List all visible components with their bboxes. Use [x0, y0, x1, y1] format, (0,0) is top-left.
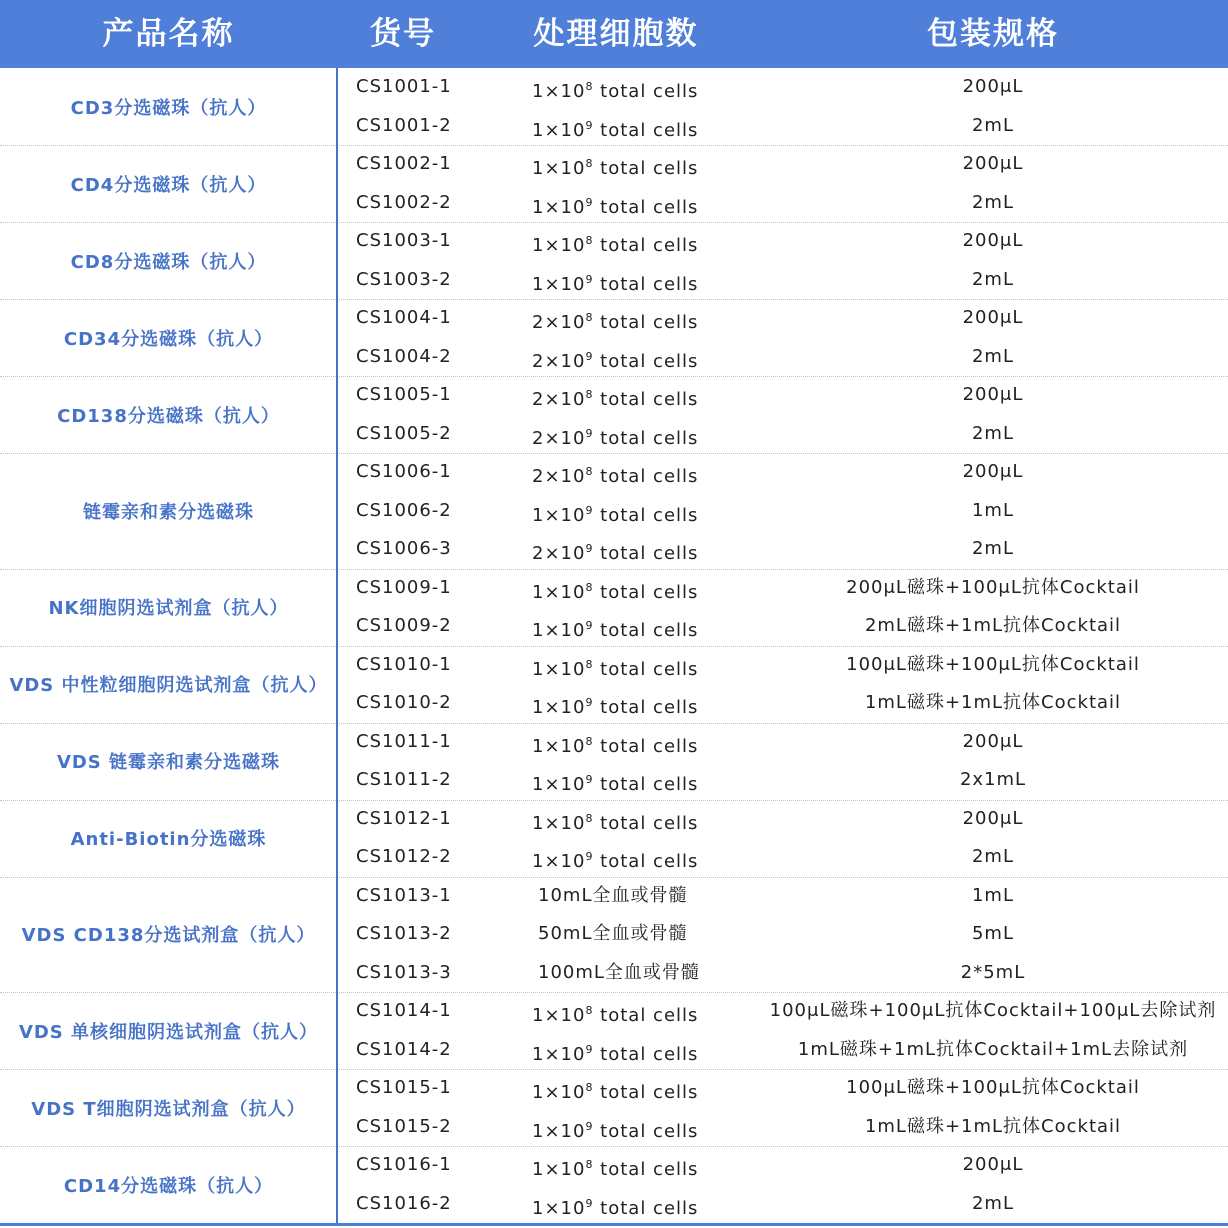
table-row	[338, 1146, 1228, 1185]
cell-count-exponent: 8	[585, 1004, 594, 1017]
cell-count-exponent: 9	[585, 773, 594, 786]
product-name	[0, 877, 337, 993]
sku-cell: CS1004-2	[356, 345, 452, 367]
package-cell: 200μL	[962, 730, 1024, 752]
product-name-text: 链霉亲和素分选磁珠	[83, 501, 254, 523]
cell-count-coefficient: 1×10	[532, 273, 586, 295]
package-cell: 2mL	[971, 538, 1014, 559]
product-group	[0, 222, 1228, 299]
cell-count-coefficient: 1×10	[532, 1005, 586, 1026]
cell-count-cell	[532, 761, 698, 800]
cell-count-cell	[532, 338, 698, 377]
package-cell: 2mL磁珠+1mL抗体Cocktail	[864, 615, 1122, 636]
product-group	[0, 1146, 1228, 1223]
table-row	[338, 68, 1228, 107]
product-group	[0, 453, 1228, 569]
cell-count-coefficient: 1×10	[532, 1197, 586, 1219]
cell-count-coefficient: 1×10	[532, 119, 586, 141]
cell-count-coefficient: 1×10	[532, 774, 586, 795]
cell-count-cell	[532, 1146, 698, 1185]
cell-count-cell	[532, 1185, 698, 1224]
cell-count-unit: total cells	[593, 851, 699, 872]
table-row	[338, 915, 1228, 954]
cell-count-coefficient: 1×10	[532, 158, 586, 179]
product-name-text: CD4分选磁珠（抗人）	[70, 174, 267, 196]
package-cell: 5mL	[971, 923, 1014, 944]
package-cell: 2mL	[971, 846, 1014, 867]
cell-count-unit: total cells	[593, 158, 699, 179]
cell-count-unit: total cells	[593, 389, 699, 410]
cell-count-coefficient: 1×10	[532, 504, 586, 526]
cell-count-unit: total cells	[593, 697, 699, 718]
cell-count-coefficient: 1×10	[532, 735, 586, 757]
table-row	[338, 222, 1228, 261]
cell-count-cell	[532, 800, 698, 839]
cell-count-unit: total cells	[593, 581, 699, 603]
package-cell: 200μL	[962, 307, 1024, 328]
table-row	[338, 723, 1228, 762]
package-cell: 100μL磁珠+100μL抗体Cocktail+100μL去除试剂	[769, 1000, 1217, 1021]
cell-count-exponent: 8	[585, 1081, 594, 1094]
cell-count-coefficient: 2×10	[532, 427, 586, 449]
package-cell: 100μL磁珠+100μL抗体Cocktail	[846, 1077, 1140, 1098]
product-name	[0, 1146, 337, 1223]
table-row	[338, 107, 1228, 146]
cell-count-exponent: 8	[585, 388, 594, 401]
cell-count-coefficient: 1×10	[532, 1043, 586, 1065]
cell-count-unit: total cells	[593, 1005, 699, 1026]
table-row	[338, 338, 1228, 377]
cell-count-coefficient: 2×10	[532, 389, 586, 410]
sku-cell: CS1002-1	[356, 153, 452, 174]
cell-count-cell	[532, 299, 698, 338]
product-name-text: CD8分选磁珠（抗人）	[70, 251, 267, 273]
package-cell: 200μL	[962, 230, 1024, 251]
product-name	[0, 222, 337, 299]
product-name-text: VDS CD138分选试剂盒（抗人）	[21, 925, 316, 947]
package-cell: 200μL	[962, 807, 1024, 829]
cell-count-unit: total cells	[593, 196, 699, 218]
cell-count-unit: total cells	[593, 1082, 699, 1103]
product-name	[0, 992, 337, 1069]
sku-cell: CS1013-2	[356, 923, 452, 944]
table-row	[338, 261, 1228, 300]
cell-count-cell	[532, 569, 698, 608]
cell-count-coefficient: 1×10	[532, 81, 586, 102]
cell-count-unit: total cells	[593, 312, 699, 333]
cell-count-unit: total cells	[593, 273, 699, 295]
cell-count-unit: total cells	[593, 504, 699, 526]
cell-count-cell	[532, 992, 698, 1031]
cell-count-coefficient: 1×10	[532, 1082, 586, 1103]
cell-count-coefficient: 2×10	[532, 312, 586, 333]
cell-count-coefficient: 1×10	[532, 581, 586, 603]
cell-count-unit: total cells	[593, 812, 699, 834]
sku-cell: CS1010-1	[356, 653, 452, 675]
product-name	[0, 800, 337, 877]
sku-cell: CS1005-1	[356, 384, 452, 405]
product-name-text: CD3分选磁珠（抗人）	[70, 97, 267, 119]
package-cell: 200μL	[962, 1154, 1024, 1175]
cell-count-exponent: 9	[585, 195, 594, 209]
cell-count-unit: total cells	[593, 620, 699, 641]
cell-count-cell	[538, 877, 687, 916]
table-row	[338, 992, 1228, 1031]
table-row	[338, 1185, 1228, 1224]
table-header	[0, 0, 1228, 68]
sku-cell: CS1010-2	[356, 692, 452, 713]
cell-count-exponent: 9	[585, 426, 594, 440]
cell-count-exponent: 9	[585, 850, 594, 863]
cell-count-cell	[532, 222, 698, 261]
table-row	[338, 569, 1228, 608]
product-group	[0, 646, 1228, 723]
cell-count-cell	[538, 954, 700, 993]
cell-count-unit: total cells	[593, 427, 699, 449]
cell-count-unit: total cells	[593, 658, 699, 680]
package-cell: 2mL	[971, 345, 1014, 367]
package-cell: 2x1mL	[959, 769, 1027, 790]
cell-count-cell	[532, 530, 698, 569]
cell-count-coefficient: 1×10	[532, 1159, 586, 1180]
table-row	[338, 1069, 1228, 1108]
product-name	[0, 569, 337, 646]
cell-count-exponent: 8	[585, 157, 594, 170]
cell-count-coefficient: 1×10	[532, 235, 586, 256]
header-cells: 处理细胞数	[533, 16, 699, 52]
cell-count-exponent: 9	[585, 1196, 594, 1210]
cell-count-cell	[538, 915, 687, 954]
sku-cell: CS1003-1	[356, 230, 452, 251]
package-cell: 200μL	[962, 153, 1024, 174]
product-group	[0, 800, 1228, 877]
package-cell: 100μL磁珠+100μL抗体Cocktail	[846, 653, 1140, 675]
cell-count-unit: total cells	[593, 1159, 699, 1180]
sku-cell: CS1011-1	[356, 730, 452, 752]
cell-count-exponent: 8	[585, 80, 594, 93]
cell-count-coefficient: 2×10	[532, 543, 586, 564]
package-cell: 1mL磁珠+1mL抗体Cocktail	[864, 692, 1122, 713]
package-cell: 200μL	[962, 76, 1024, 97]
cell-count-coefficient: 1×10	[532, 697, 586, 718]
table-row	[338, 800, 1228, 839]
cell-count-exponent: 9	[585, 696, 594, 709]
package-cell: 200μL磁珠+100μL抗体Cocktail	[846, 576, 1140, 598]
product-name	[0, 1069, 337, 1146]
cell-count-coefficient: 1×10	[532, 812, 586, 834]
cell-count-unit: total cells	[593, 81, 699, 102]
cell-count-exponent: 9	[585, 1119, 594, 1133]
cell-count-exponent: 9	[585, 503, 594, 517]
table-row	[338, 646, 1228, 685]
sku-cell: CS1015-2	[356, 1115, 452, 1137]
cell-count-exponent: 9	[585, 1042, 594, 1056]
cell-count-coefficient: 50mL全血或骨髓	[538, 923, 688, 944]
product-group	[0, 992, 1228, 1069]
product-name-text: VDS T细胞阴选试剂盒（抗人）	[31, 1098, 306, 1120]
package-cell: 2mL	[971, 1192, 1014, 1214]
cell-count-exponent: 8	[585, 234, 594, 247]
cell-count-exponent: 8	[585, 734, 594, 748]
cell-count-coefficient: 1×10	[532, 658, 586, 680]
cell-count-exponent: 9	[585, 118, 594, 132]
cell-count-cell	[532, 453, 698, 492]
sku-cell: CS1009-2	[356, 615, 452, 636]
sku-cell: CS1016-1	[356, 1154, 452, 1175]
package-cell: 2mL	[971, 114, 1014, 136]
product-group	[0, 569, 1228, 646]
product-group	[0, 68, 1228, 145]
sku-cell: CS1006-1	[356, 461, 452, 482]
cell-count-exponent: 8	[585, 811, 594, 825]
table-row	[338, 415, 1228, 454]
sku-cell: CS1001-1	[356, 76, 452, 97]
cell-count-unit: total cells	[593, 1120, 699, 1142]
sku-cell: CS1002-2	[356, 191, 452, 213]
cell-count-coefficient: 1×10	[532, 851, 586, 872]
cell-count-cell	[532, 415, 698, 454]
header-sku: 货号	[370, 16, 436, 52]
product-group	[0, 1069, 1228, 1146]
cell-count-unit: total cells	[593, 235, 699, 256]
cell-count-cell	[532, 1108, 698, 1147]
cell-count-coefficient: 1×10	[532, 1120, 586, 1142]
cell-count-exponent: 9	[585, 272, 594, 286]
cell-count-cell	[532, 376, 698, 415]
cell-count-unit: total cells	[593, 774, 699, 795]
cell-count-unit: total cells	[593, 543, 699, 564]
cell-count-cell	[532, 68, 698, 107]
sku-cell: CS1004-1	[356, 307, 452, 328]
package-cell: 2*5mL	[960, 961, 1026, 983]
table-row	[338, 1108, 1228, 1147]
cell-count-cell	[532, 1069, 698, 1108]
cell-count-cell	[532, 838, 698, 877]
package-cell: 1mL磁珠+1mL抗体Cocktail	[864, 1115, 1122, 1137]
product-name-text: CD14分选磁珠（抗人）	[63, 1175, 274, 1197]
sku-cell: CS1005-2	[356, 422, 452, 444]
cell-count-coefficient: 100mL全血或骨髓	[538, 961, 700, 983]
sku-cell: CS1013-3	[356, 961, 452, 983]
sku-cell: CS1016-2	[356, 1192, 452, 1214]
product-name	[0, 145, 337, 222]
package-cell: 200μL	[962, 384, 1024, 405]
product-group	[0, 376, 1228, 453]
table-row	[338, 838, 1228, 877]
cell-count-exponent: 9	[585, 542, 594, 555]
cell-count-unit: total cells	[593, 1043, 699, 1065]
cell-count-unit: total cells	[593, 119, 699, 141]
package-cell: 2mL	[971, 191, 1014, 213]
package-cell: 2mL	[971, 268, 1014, 290]
table-row	[338, 877, 1228, 916]
cell-count-exponent: 8	[585, 465, 594, 478]
cell-count-cell	[532, 145, 698, 184]
sku-cell: CS1013-1	[356, 884, 452, 906]
product-group	[0, 299, 1228, 376]
package-cell: 1mL	[971, 499, 1014, 521]
cell-count-cell	[532, 492, 698, 531]
table-row	[338, 299, 1228, 338]
sku-cell: CS1012-2	[356, 846, 452, 867]
sku-cell: CS1003-2	[356, 268, 452, 290]
sku-cell: CS1009-1	[356, 576, 452, 598]
cell-count-cell	[532, 184, 698, 223]
cell-count-cell	[532, 107, 698, 146]
cell-count-exponent: 8	[585, 311, 594, 324]
cell-count-unit: total cells	[593, 1197, 699, 1219]
cell-count-coefficient: 1×10	[532, 196, 586, 218]
product-group	[0, 877, 1228, 993]
sku-cell: CS1006-2	[356, 499, 452, 521]
table-row	[338, 954, 1228, 993]
cell-count-cell	[532, 723, 698, 762]
product-name	[0, 68, 337, 145]
cell-count-exponent: 8	[585, 1158, 594, 1171]
package-cell: 2mL	[971, 422, 1014, 444]
product-name-text: CD138分选磁珠（抗人）	[57, 405, 280, 427]
cell-count-exponent: 8	[585, 580, 594, 594]
cell-count-unit: total cells	[593, 735, 699, 757]
table-row	[338, 145, 1228, 184]
product-group	[0, 145, 1228, 222]
cell-count-cell	[532, 646, 698, 685]
table-row	[338, 376, 1228, 415]
cell-count-exponent: 9	[585, 349, 594, 363]
product-name-text: VDS 链霉亲和素分选磁珠	[56, 752, 281, 773]
product-name	[0, 453, 337, 569]
package-cell: 1mL	[971, 884, 1014, 906]
table-row	[338, 184, 1228, 223]
table-row	[338, 684, 1228, 723]
table-row	[338, 607, 1228, 646]
table-row	[338, 530, 1228, 569]
package-cell: 200μL	[962, 461, 1024, 482]
product-name-text: VDS 单核细胞阴选试剂盒（抗人）	[18, 1021, 319, 1043]
sku-cell: CS1011-2	[356, 769, 452, 790]
header-package: 包装规格	[927, 16, 1059, 52]
cell-count-cell	[532, 1031, 698, 1070]
sku-cell: CS1012-1	[356, 807, 452, 829]
sku-cell: CS1006-3	[356, 538, 452, 559]
table-row	[338, 1031, 1228, 1070]
cell-count-cell	[532, 261, 698, 300]
sku-cell: CS1014-2	[356, 1038, 452, 1060]
product-name-text: NK细胞阴选试剂盒（抗人）	[48, 598, 289, 619]
product-name-text: CD34分选磁珠（抗人）	[63, 328, 274, 350]
header-product-name: 产品名称	[102, 16, 235, 52]
table-row	[338, 761, 1228, 800]
table-row	[338, 453, 1228, 492]
cell-count-coefficient: 10mL全血或骨髓	[538, 884, 688, 906]
product-name-text: VDS 中性粒细胞阴选试剂盒（抗人）	[9, 675, 328, 696]
product-name-text: Anti-Biotin分选磁珠	[70, 829, 267, 850]
cell-count-exponent: 8	[585, 657, 594, 671]
package-cell: 1mL磁珠+1mL抗体Cocktail+1mL去除试剂	[797, 1038, 1189, 1060]
cell-count-coefficient: 2×10	[532, 466, 586, 487]
cell-count-cell	[532, 684, 698, 723]
product-name	[0, 646, 337, 723]
cell-count-coefficient: 1×10	[532, 620, 586, 641]
cell-count-coefficient: 2×10	[532, 350, 586, 372]
cell-count-exponent: 9	[585, 619, 594, 632]
cell-count-cell	[532, 607, 698, 646]
product-name	[0, 723, 337, 800]
cell-count-unit: total cells	[593, 466, 699, 487]
product-group	[0, 723, 1228, 800]
product-name	[0, 299, 337, 376]
sku-cell: CS1014-1	[356, 1000, 452, 1021]
sku-cell: CS1001-2	[356, 114, 452, 136]
product-name	[0, 376, 337, 453]
cell-count-unit: total cells	[593, 350, 699, 372]
sku-cell: CS1015-1	[356, 1077, 452, 1098]
table-row	[338, 492, 1228, 531]
